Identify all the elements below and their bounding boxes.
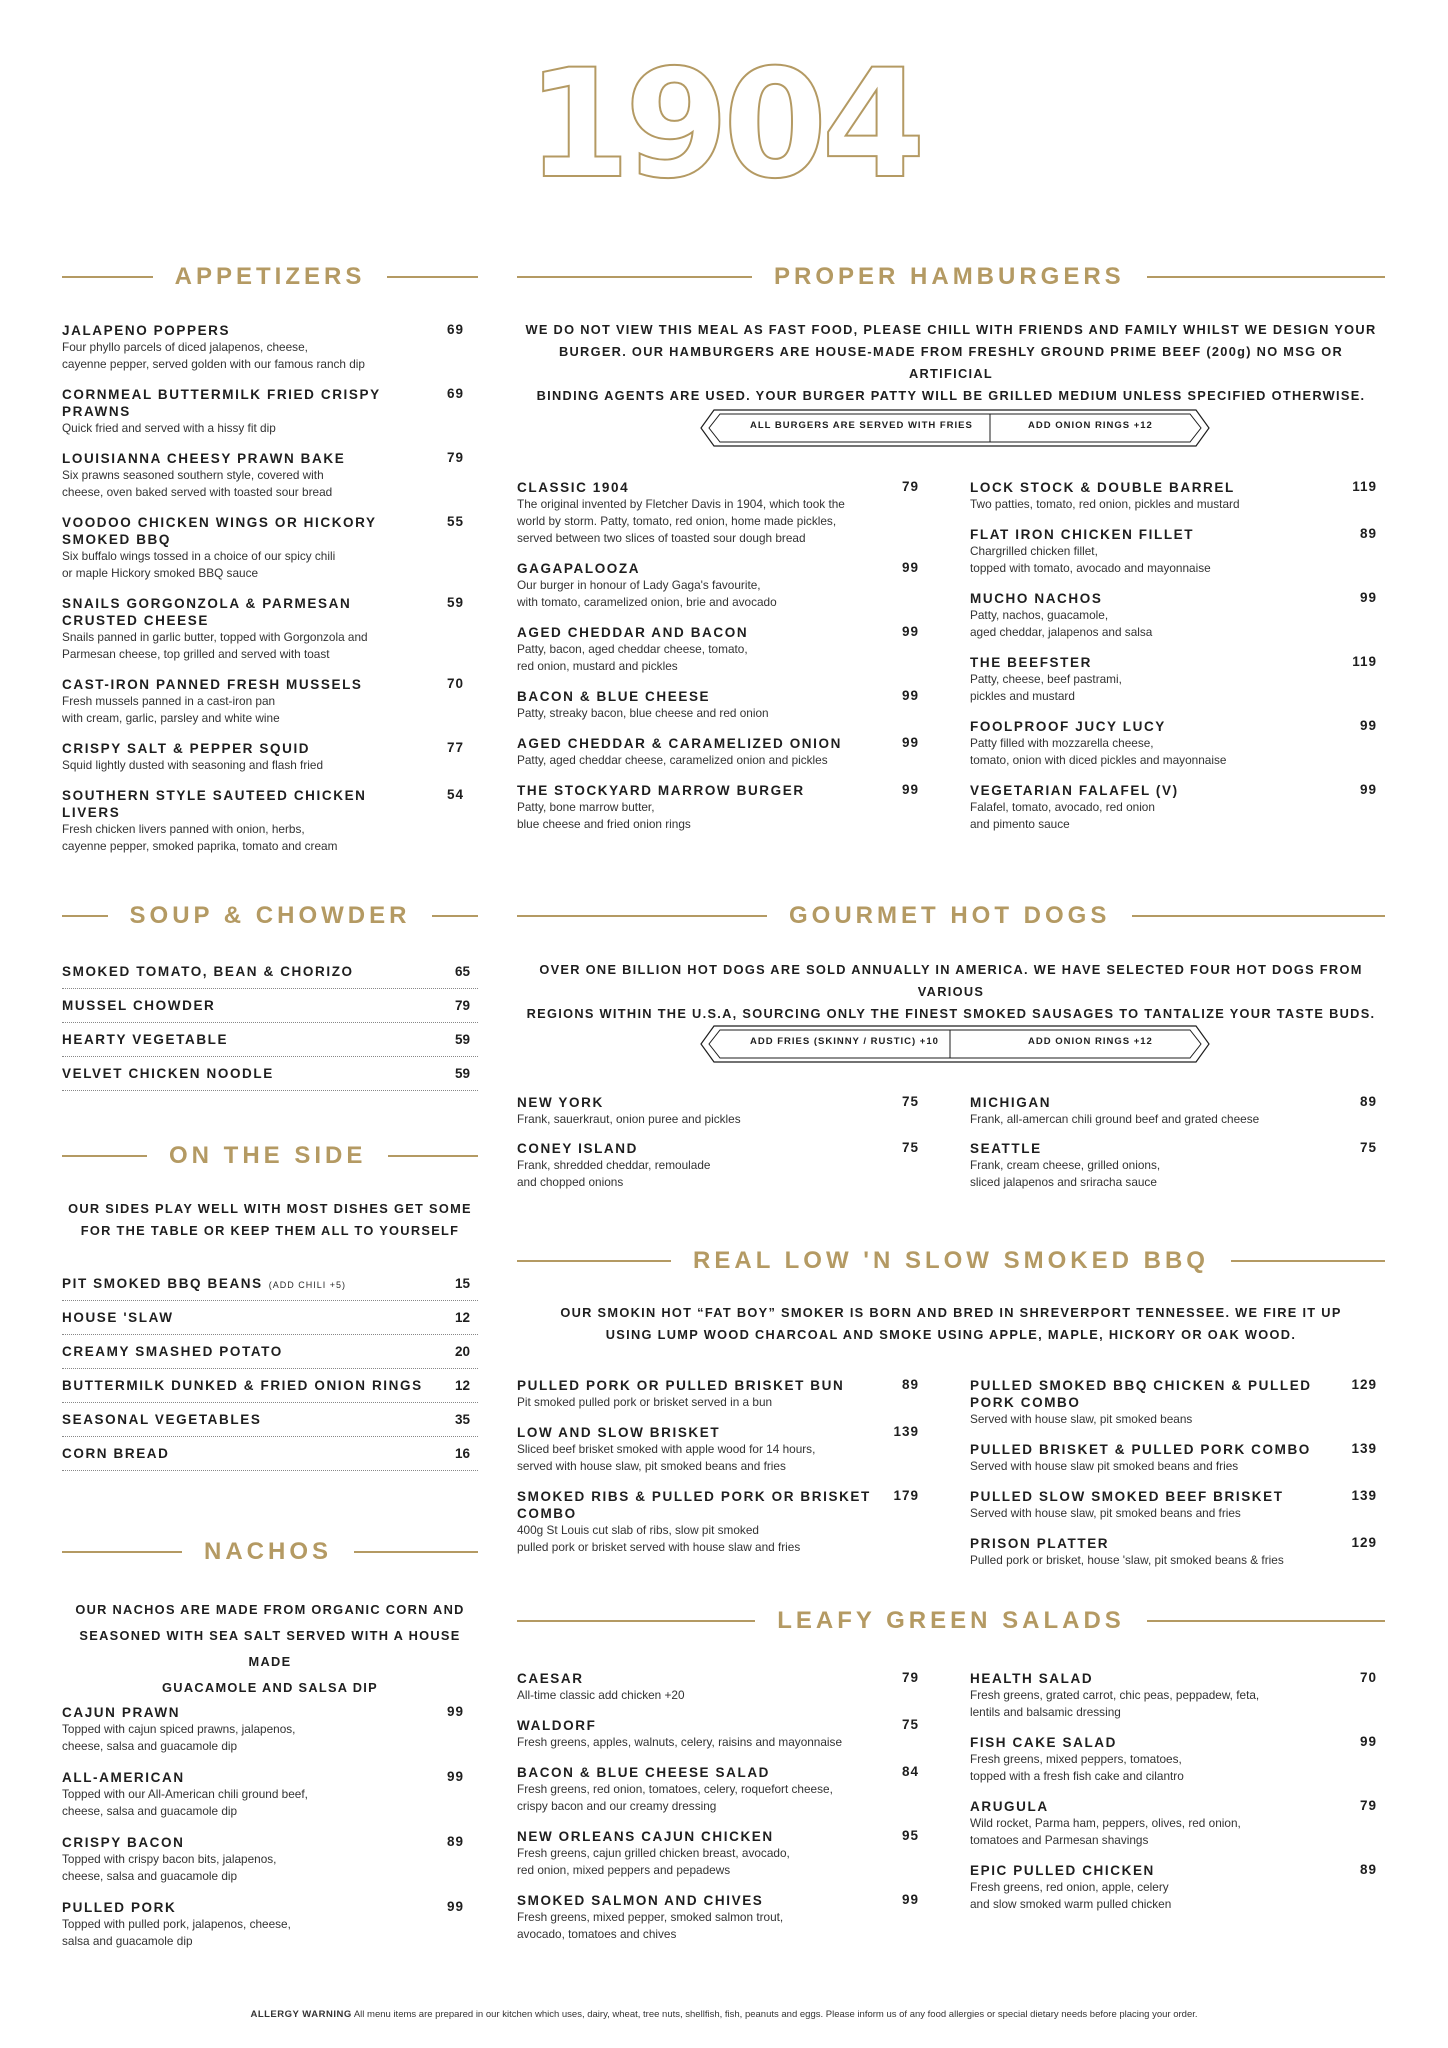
hamburgers-heading: PROPER HAMBURGERS (517, 257, 1385, 297)
menu-item (62, 1834, 472, 1885)
item-description: All-time classic add chicken +20 (517, 1688, 685, 1702)
item-name: AGED CHEDDAR & CARAMELIZED ONION (517, 736, 842, 751)
item-description: Quick fried and served with a hissy fit dip (62, 421, 276, 435)
item-name: PULLED PORK OR PULLED BRISKET BUN (517, 1378, 845, 1393)
item-description: Patty, streaky bacon, blue cheese and red onion (517, 706, 769, 720)
intro-line: WE DO NOT VIEW THIS MEAL AS FAST FOOD, PLEASE CHILL WITH FRIENDS AND FAMILY WHILST WE DESIGN YOUR (525, 322, 1377, 337)
item-description: salsa and guacamole dip (62, 1934, 193, 1948)
intro-line: REGIONS WITHIN THE U.S.A, SOURCING ONLY THE FINEST SMOKED SAUSAGES TO TANTALIZE YOUR TASTE BUDS. (526, 1006, 1376, 1021)
item-description: The original invented by Fletcher Davis in 1904, which took the (517, 497, 845, 511)
item-name: PULLED PORK (62, 1900, 177, 1915)
item-price: 129 (1351, 1377, 1377, 1392)
item-name: AGED CHEDDAR AND BACON (517, 625, 749, 640)
intro-line: OVER ONE BILLION HOT DOGS ARE SOLD ANNUALLY IN AMERICA. WE HAVE SELECTED FOUR HOT DOGS FROM VARIOUS (539, 962, 1363, 999)
item-description: Our burger in honour of Lady Gaga's favourite, (517, 578, 761, 592)
item-description: served between two slices of toasted sour dough bread (517, 531, 806, 545)
item-description: avocado, tomatoes and chives (517, 1927, 677, 1941)
item-description: and chopped onions (517, 1175, 624, 1189)
item-description: Patty, nachos, guacamole, (970, 608, 1109, 622)
item-price: 54 (446, 787, 464, 802)
menu-item (517, 560, 927, 611)
item-description: Pulled pork or brisket, house 'slaw, pit smoked beans & fries (970, 1553, 1284, 1567)
item-name: CORNMEAL BUTTERMILK FRIED CRISPY PRAWNS (62, 387, 381, 419)
hotdogs-banner (700, 1025, 1210, 1063)
menu-item (62, 676, 472, 727)
item-price: 77 (446, 740, 464, 755)
item-description: Served with house slaw pit smoked beans and fries (970, 1459, 1239, 1473)
item-description: red onion, mixed peppers and pepadews (517, 1863, 731, 1877)
item-price: 99 (1359, 590, 1377, 605)
item-description: aged cheddar, jalapenos and salsa (970, 625, 1153, 639)
item-price: 179 (893, 1488, 919, 1503)
side-intro (62, 1198, 478, 1242)
menu-item (517, 1488, 927, 1556)
row-name: MUSSEL CHOWDER (62, 998, 216, 1013)
item-description: cayenne pepper, served golden with our famous ranch dip (62, 357, 365, 371)
list-row (62, 1437, 478, 1471)
item-name: MICHIGAN (970, 1095, 1052, 1110)
hamburgers-left-list (517, 479, 927, 846)
row-price: 12 (454, 1310, 470, 1325)
item-price: 99 (1359, 718, 1377, 733)
hotdogs-heading: GOURMET HOT DOGS (517, 896, 1385, 936)
menu-item (517, 782, 927, 833)
item-name: CLASSIC 1904 (517, 480, 630, 495)
list-row (62, 1369, 478, 1403)
item-description: Topped with cajun spiced prawns, jalapenos, (62, 1722, 296, 1736)
hamburgers-banner (700, 409, 1210, 447)
menu-item (517, 1094, 927, 1128)
menu-item (970, 1140, 1385, 1191)
item-description: Fresh greens, cajun grilled chicken breast, avocado, (517, 1846, 790, 1860)
salads-right-list (970, 1670, 1385, 1926)
sides-list (62, 1267, 478, 1471)
item-description: Fresh chicken livers panned with onion, herbs, (62, 822, 305, 836)
item-name: THE STOCKYARD MARROW BURGER (517, 783, 805, 798)
row-price: 65 (454, 964, 470, 979)
menu-item (970, 1094, 1385, 1128)
menu-item (517, 479, 927, 547)
item-description: Topped with pulled pork, jalapenos, cheese, (62, 1917, 291, 1931)
item-price: 79 (901, 479, 919, 494)
item-description: served with house slaw, pit smoked beans and fries (517, 1459, 786, 1473)
menu-item (970, 479, 1385, 513)
bbq-intro (517, 1302, 1385, 1346)
item-name: FISH CAKE SALAD (970, 1735, 1118, 1750)
menu-item (970, 782, 1385, 833)
item-description: Six buffalo wings tossed in a choice of our spicy chili (62, 549, 336, 563)
row-name: HOUSE 'SLAW (62, 1310, 174, 1325)
list-row (62, 955, 478, 989)
menu-item (62, 1704, 472, 1755)
intro-line: GUACAMOLE AND SALSA DIP (162, 1680, 378, 1695)
menu-item (970, 1798, 1385, 1849)
allergy-label: ALLERGY WARNING (250, 2009, 352, 2020)
item-description: Chargrilled chicken fillet, (970, 544, 1098, 558)
item-name: ALL-AMERICAN (62, 1770, 185, 1785)
intro-line: SEASONED WITH SEA SALT SERVED WITH A HOUSE MADE (79, 1628, 461, 1669)
item-name: SMOKED SALMON AND CHIVES (517, 1893, 764, 1908)
hamburgers-right-list (970, 479, 1385, 846)
item-price: 84 (901, 1764, 919, 1779)
item-name: CAJUN PRAWN (62, 1705, 181, 1720)
item-name: BACON & BLUE CHEESE (517, 689, 711, 704)
row-price: 15 (454, 1276, 470, 1291)
item-price: 75 (1359, 1140, 1377, 1155)
bbq-heading: REAL LOW 'N SLOW SMOKED BBQ (517, 1241, 1385, 1281)
intro-line: OUR NACHOS ARE MADE FROM ORGANIC CORN AND (75, 1602, 465, 1617)
item-name: GAGAPALOOZA (517, 561, 641, 576)
intro-line: OUR SIDES PLAY WELL WITH MOST DISHES GET SOME (68, 1201, 472, 1216)
item-price: 75 (901, 1140, 919, 1155)
item-name: ARUGULA (970, 1799, 1049, 1814)
item-price: 69 (446, 322, 464, 337)
item-description: Patty filled with mozzarella cheese, (970, 736, 1154, 750)
item-description: pulled pork or brisket served with house slaw and fries (517, 1540, 801, 1554)
menu-item (62, 1769, 472, 1820)
item-description: Fresh greens, apples, walnuts, celery, raisins and mayonnaise (517, 1735, 843, 1749)
item-price: 89 (1359, 526, 1377, 541)
row-price: 20 (454, 1344, 470, 1359)
svg-text:1904: 1904 (526, 58, 920, 188)
menu-item (970, 1734, 1385, 1785)
item-description: cheese, salsa and guacamole dip (62, 1869, 238, 1883)
item-name: JALAPENO POPPERS (62, 323, 231, 338)
item-description: Served with house slaw, pit smoked beans (970, 1412, 1193, 1426)
item-description: Parmesan cheese, top grilled and served with toast (62, 647, 330, 661)
item-name: HEALTH SALAD (970, 1671, 1094, 1686)
row-name: CREAMY SMASHED POTATO (62, 1344, 283, 1359)
item-description: cheese, salsa and guacamole dip (62, 1804, 238, 1818)
list-row (62, 1267, 478, 1301)
banner-left-text: ADD FRIES (SKINNY / RUSTIC) +10 (750, 1036, 939, 1047)
item-description: and slow smoked warm pulled chicken (970, 1897, 1172, 1911)
item-description: blue cheese and fried onion rings (517, 817, 691, 831)
item-description: Fresh greens, grated carrot, chic peas, peppadew, feta, (970, 1688, 1260, 1702)
item-name: CAESAR (517, 1671, 584, 1686)
intro-line: FOR THE TABLE OR KEEP THEM ALL TO YOURSELF (80, 1223, 460, 1238)
row-price: 12 (454, 1378, 470, 1393)
hotdogs-right-list (970, 1094, 1385, 1203)
menu-item (62, 740, 472, 774)
nachos-list (62, 1704, 472, 1964)
item-description: with cream, garlic, parsley and white wine (62, 711, 280, 725)
item-price: 99 (901, 782, 919, 797)
row-name: HEARTY VEGETABLE (62, 1032, 229, 1047)
item-price: 119 (1352, 654, 1377, 669)
item-name: SMOKED RIBS & PULLED PORK OR BRISKET COMBO (517, 1489, 871, 1521)
item-description: red onion, mustard and pickles (517, 659, 678, 673)
row-name: VELVET CHICKEN NOODLE (62, 1066, 274, 1081)
menu-item (970, 1441, 1385, 1475)
soup-list (62, 955, 478, 1091)
row-name: CORN BREAD (62, 1446, 170, 1461)
menu-item (517, 1424, 927, 1475)
item-price: 139 (1351, 1441, 1377, 1456)
item-description: with tomato, caramelized onion, brie and avocado (517, 595, 777, 609)
item-description: Frank, shredded cheddar, remoulade (517, 1158, 711, 1172)
side-heading: ON THE SIDE (62, 1136, 478, 1176)
intro-line: USING LUMP WOOD CHARCOAL AND SMOKE USING APPLE, MAPLE, HICKORY OR OAK WOOD. (605, 1327, 1297, 1342)
item-name: PRISON PLATTER (970, 1536, 1110, 1551)
menu-item (970, 1535, 1385, 1569)
item-description: Sliced beef brisket smoked with apple wood for 14 hours, (517, 1442, 816, 1456)
menu-item (62, 595, 472, 663)
list-row (62, 1057, 478, 1091)
item-description: cheese, salsa and guacamole dip (62, 1739, 238, 1753)
item-description: Patty, bacon, aged cheddar cheese, tomato, (517, 642, 748, 656)
item-description: Patty, cheese, beef pastrami, (970, 672, 1122, 686)
item-description: 400g St Louis cut slab of ribs, slow pit smoked (517, 1523, 759, 1537)
item-price: 129 (1351, 1535, 1377, 1550)
row-price: 79 (454, 998, 470, 1013)
item-price: 99 (901, 560, 919, 575)
menu-item (517, 624, 927, 675)
row-note: (ADD CHILI +5) (268, 1280, 347, 1290)
item-name: NEW ORLEANS CAJUN CHICKEN (517, 1829, 774, 1844)
menu-item (970, 526, 1385, 577)
item-description: Squid lightly dusted with seasoning and flash fried (62, 758, 324, 772)
item-name: LOUISIANNA CHEESY PRAWN BAKE (62, 451, 346, 466)
menu-item (970, 718, 1385, 769)
appetizers-list (62, 322, 472, 868)
item-price: 95 (901, 1828, 919, 1843)
item-name: THE BEEFSTER (970, 655, 1092, 670)
item-price: 99 (901, 1892, 919, 1907)
hamburgers-intro (517, 319, 1385, 407)
intro-line: BINDING AGENTS ARE USED. YOUR BURGER PATTY WILL BE GRILLED MEDIUM UNLESS SPECIFIED OTHERWISE. (536, 388, 1366, 403)
item-name: VEGETARIAN FALAFEL (V) (970, 783, 1179, 798)
bbq-left-list (517, 1377, 927, 1569)
item-price: 99 (901, 624, 919, 639)
menu-item (517, 1377, 927, 1411)
item-description: Falafel, tomato, avocado, red onion (970, 800, 1155, 814)
item-price: 70 (446, 676, 464, 691)
item-description: tomato, onion with diced pickles and mayonnaise (970, 753, 1227, 767)
row-name: SMOKED TOMATO, BEAN & CHORIZO (62, 964, 354, 979)
item-price: 59 (446, 595, 464, 610)
item-description: tomatoes and Parmesan shavings (970, 1833, 1149, 1847)
row-price: 59 (454, 1032, 470, 1047)
item-name: MUCHO NACHOS (970, 591, 1103, 606)
menu-item (970, 1488, 1385, 1522)
appetizers-heading: APPETIZERS (62, 257, 478, 297)
item-description: Topped with our All-American chili ground beef, (62, 1787, 308, 1801)
menu-item (970, 654, 1385, 705)
item-description: Two patties, tomato, red onion, pickles and mustard (970, 497, 1240, 511)
item-name: PULLED SMOKED BBQ CHICKEN & PULLED PORK COMBO (970, 1378, 1312, 1410)
item-name: SOUTHERN STYLE SAUTEED CHICKEN LIVERS (62, 788, 367, 820)
menu-item (517, 1670, 927, 1704)
nachos-heading: NACHOS (62, 1532, 478, 1572)
item-description: Topped with crispy bacon bits, jalapenos, (62, 1852, 277, 1866)
hotdogs-intro (517, 959, 1385, 1025)
item-price: 99 (1359, 1734, 1377, 1749)
item-description: Frank, cream cheese, grilled onions, (970, 1158, 1161, 1172)
menu-item (517, 1764, 927, 1815)
item-description: cheese, oven baked served with toasted sour bread (62, 485, 333, 499)
item-description: Four phyllo parcels of diced jalapenos, cheese, (62, 340, 308, 354)
menu-item (62, 450, 472, 501)
menu-item (517, 1892, 927, 1943)
item-description: Pit smoked pulled pork or brisket served in a bun (517, 1395, 773, 1409)
menu-item (970, 590, 1385, 641)
item-price: 99 (1359, 782, 1377, 797)
item-description: world by storm. Patty, tomato, red onion, home made pickles, (517, 514, 837, 528)
item-description: and pimento sauce (970, 817, 1070, 831)
item-name: PULLED BRISKET & PULLED PORK COMBO (970, 1442, 1311, 1457)
item-name: CRISPY SALT & PEPPER SQUID (62, 741, 311, 756)
item-description: Fresh greens, red onion, tomatoes, celery, roquefort cheese, (517, 1782, 833, 1796)
item-description: or maple Hickory smoked BBQ sauce (62, 566, 259, 580)
list-row (62, 1403, 478, 1437)
menu-item (517, 735, 927, 769)
item-price: 75 (901, 1094, 919, 1109)
item-price: 139 (893, 1424, 919, 1439)
intro-line: BURGER. OUR HAMBURGERS ARE HOUSE-MADE FROM FRESHLY GROUND PRIME BEEF (200g) NO MSG OR ARTIFICIAL (558, 344, 1344, 381)
item-price: 89 (446, 1834, 464, 1849)
item-price: 55 (446, 514, 464, 529)
banner-right-text: ADD ONION RINGS +12 (1028, 420, 1153, 431)
item-name: VOODOO CHICKEN WINGS OR HICKORY SMOKED BBQ (62, 515, 377, 547)
nachos-intro (62, 1597, 478, 1701)
item-description: crispy bacon and our creamy dressing (517, 1799, 717, 1813)
bbq-right-list (970, 1377, 1385, 1582)
list-row (62, 1301, 478, 1335)
item-description: Snails panned in garlic butter, topped with Gorgonzola and (62, 630, 368, 644)
item-name: CAST-IRON PANNED FRESH MUSSELS (62, 677, 363, 692)
item-price: 69 (446, 386, 464, 401)
item-name: WALDORF (517, 1718, 597, 1733)
list-row (62, 989, 478, 1023)
item-description: Fresh mussels panned in a cast-iron pan (62, 694, 276, 708)
item-description: topped with a fresh fish cake and cilantro (970, 1769, 1184, 1783)
menu-item (62, 322, 472, 373)
salads-heading: LEAFY GREEN SALADS (517, 1601, 1385, 1641)
item-name: CONEY ISLAND (517, 1141, 638, 1156)
menu-item (517, 1717, 927, 1751)
item-name: FOOLPROOF JUCY LUCY (970, 719, 1166, 734)
banner-right-text: ADD ONION RINGS +12 (1028, 1036, 1153, 1047)
item-price: 99 (901, 688, 919, 703)
list-row (62, 1023, 478, 1057)
item-description: Fresh greens, mixed pepper, smoked salmon trout, (517, 1910, 784, 1924)
item-description: topped with tomato, avocado and mayonnaise (970, 561, 1211, 575)
row-price: 16 (454, 1446, 470, 1461)
menu-item (517, 1828, 927, 1879)
item-description: Six prawns seasoned southern style, covered with (62, 468, 324, 482)
item-price: 99 (446, 1769, 464, 1784)
menu-item (62, 1899, 472, 1950)
allergy-text: All menu items are prepared in our kitchen which uses, dairy, wheat, tree nuts, shellfish, fish, peanuts and eggs. Please inform us of any food allergies or special dietary needs before placing your order. (351, 2009, 1198, 2020)
logo-1904 (508, 58, 938, 188)
allergy-warning (0, 2009, 1448, 2020)
row-name: SEASONAL VEGETABLES (62, 1412, 262, 1427)
menu-item (62, 386, 472, 437)
item-description: Frank, sauerkraut, onion puree and pickles (517, 1112, 741, 1126)
item-description: cayenne pepper, smoked paprika, tomato and cream (62, 839, 338, 853)
item-name: CRISPY BACON (62, 1835, 185, 1850)
item-name: SEATTLE (970, 1141, 1042, 1156)
item-price: 99 (901, 735, 919, 750)
item-description: Wild rocket, Parma ham, peppers, olives, red onion, (970, 1816, 1241, 1830)
hotdogs-left-list (517, 1094, 927, 1203)
item-name: LOW AND SLOW BRISKET (517, 1425, 721, 1440)
item-description: Fresh greens, red onion, apple, celery (970, 1880, 1169, 1894)
menu-item (970, 1862, 1385, 1913)
row-name: BUTTERMILK DUNKED & FRIED ONION RINGS (62, 1378, 423, 1393)
menu-item (970, 1377, 1385, 1428)
menu-item (517, 688, 927, 722)
item-description: Fresh greens, mixed peppers, tomatoes, (970, 1752, 1182, 1766)
item-description: Served with house slaw, pit smoked beans and fries (970, 1506, 1241, 1520)
item-price: 79 (446, 450, 464, 465)
item-description: sliced jalapenos and sriracha sauce (970, 1175, 1157, 1189)
item-price: 119 (1352, 479, 1377, 494)
item-price: 79 (901, 1670, 919, 1685)
item-description: Patty, bone marrow butter, (517, 800, 655, 814)
row-price: 59 (454, 1066, 470, 1081)
row-price: 35 (454, 1412, 470, 1427)
soup-heading: SOUP & CHOWDER (62, 896, 478, 936)
item-description: lentils and balsamic dressing (970, 1705, 1121, 1719)
item-price: 89 (1359, 1094, 1377, 1109)
item-price: 89 (1359, 1862, 1377, 1877)
item-price: 99 (446, 1704, 464, 1719)
menu-item (517, 1140, 927, 1191)
menu-item (970, 1670, 1385, 1721)
item-description: pickles and mustard (970, 689, 1075, 703)
item-name: FLAT IRON CHICKEN FILLET (970, 527, 1195, 542)
item-name: PULLED SLOW SMOKED BEEF BRISKET (970, 1489, 1284, 1504)
item-name: NEW YORK (517, 1095, 604, 1110)
list-row (62, 1335, 478, 1369)
banner-left-text: ALL BURGERS ARE SERVED WITH FRIES (750, 420, 973, 431)
item-price: 70 (1359, 1670, 1377, 1685)
item-name: BACON & BLUE CHEESE SALAD (517, 1765, 771, 1780)
item-price: 99 (446, 1899, 464, 1914)
row-name: PIT SMOKED BBQ BEANS (62, 1276, 263, 1291)
item-description: Patty, aged cheddar cheese, caramelized onion and pickles (517, 753, 828, 767)
salads-left-list (517, 1670, 927, 1956)
item-description: Frank, all-amercan chili ground beef and grated cheese (970, 1112, 1260, 1126)
item-price: 79 (1359, 1798, 1377, 1813)
item-price: 89 (901, 1377, 919, 1392)
item-price: 75 (901, 1717, 919, 1732)
menu-item (62, 514, 472, 582)
intro-line: OUR SMOKIN HOT “FAT BOY” SMOKER IS BORN AND BRED IN SHREVERPORT TENNESSEE. WE FIRE IT UP (560, 1305, 1342, 1320)
item-name: LOCK STOCK & DOUBLE BARREL (970, 480, 1235, 495)
item-name: SNAILS GORGONZOLA & PARMESAN CRUSTED CHEESE (62, 596, 352, 628)
item-price: 139 (1351, 1488, 1377, 1503)
menu-item (62, 787, 472, 855)
item-name: EPIC PULLED CHICKEN (970, 1863, 1155, 1878)
